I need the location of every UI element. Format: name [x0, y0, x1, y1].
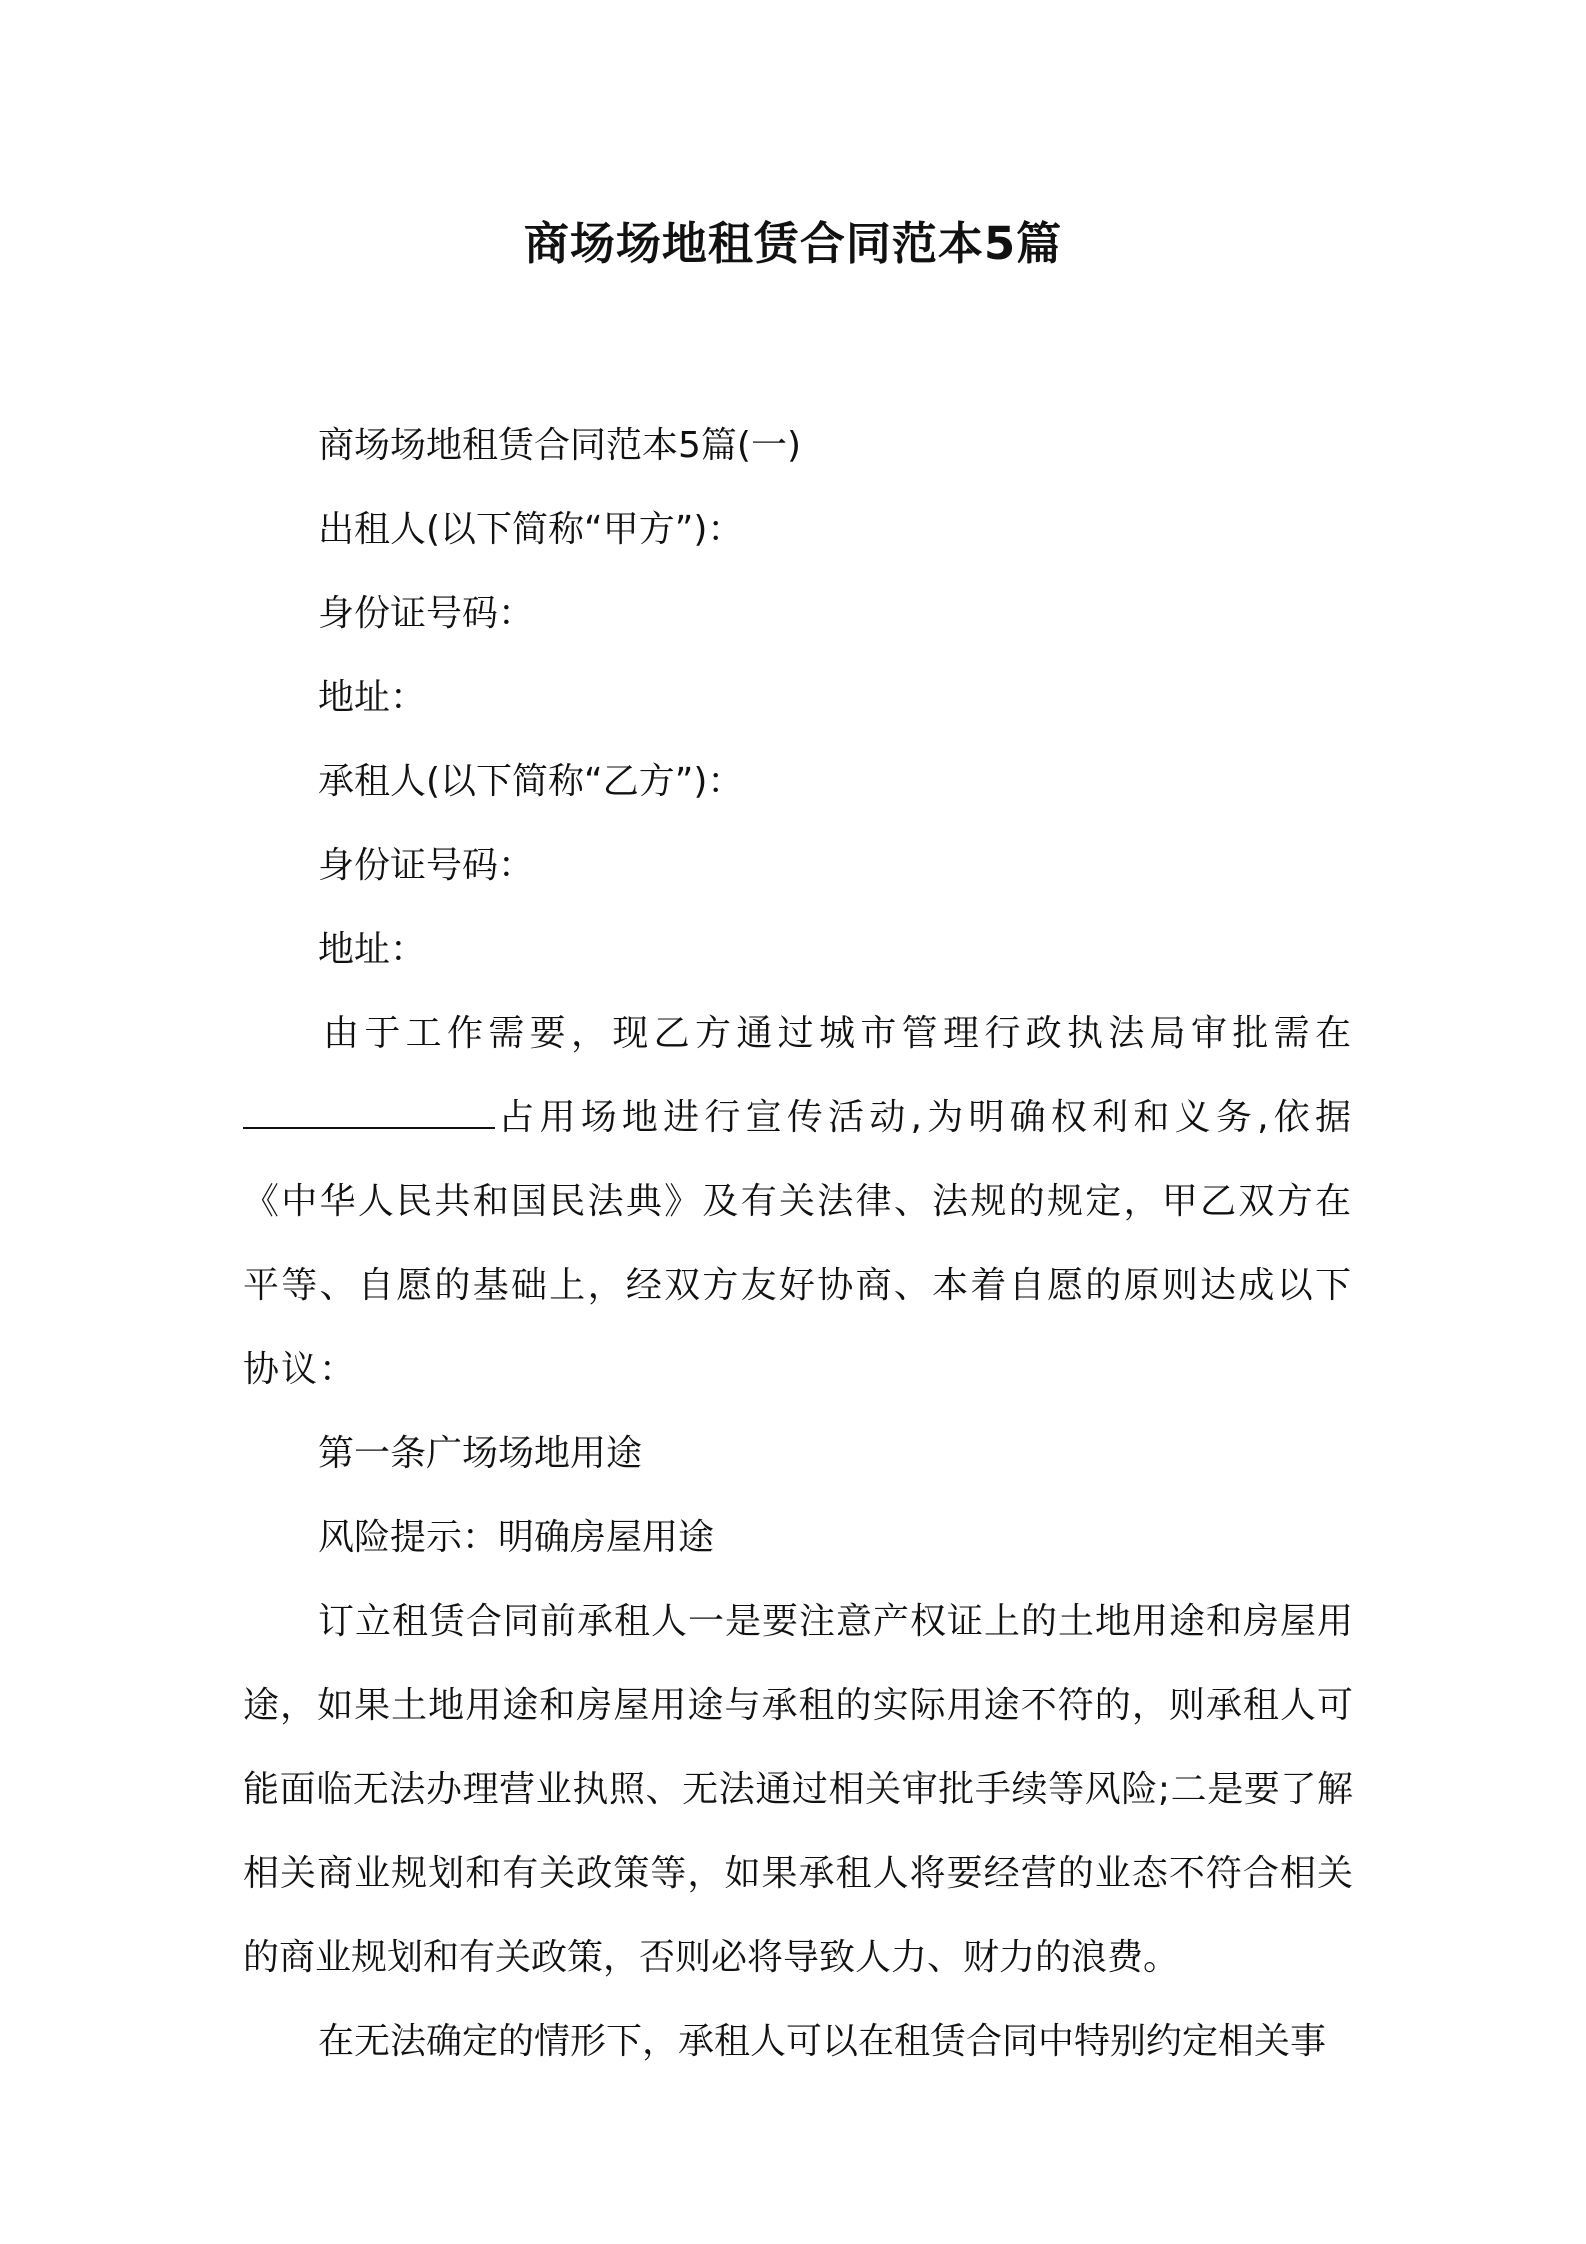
document-title: 商场场地租赁合同范本5篇: [523, 217, 1063, 270]
lessee-id-label: 身份证号码：: [318, 845, 535, 886]
blank-location-field: [243, 1097, 495, 1129]
article1-heading: 第一条广场场地用途: [318, 1433, 643, 1474]
risk-tip: 风险提示：明确房屋用途: [318, 1517, 715, 1558]
last-paragraph: 在无法确定的情形下，承租人可以在租赁合同中特别约定相关事: [318, 2021, 1327, 2062]
lessor-address-label: 地址：: [318, 677, 427, 718]
risk-paragraph: 订立租赁合同前承租人一是要注意产权证上的土地用途和房屋用途，如果土地用途和房屋用途与承租的实际用途不符的，则承租人可能面临无法办理营业执照、无法通过相关审批手续等风险;二是要了解相关商业规划和有关政策等，如果承租人将要经营的业态不符合相关的商业规划和有关政策，否则必将导致人力、财力的浪费。: [243, 1601, 1353, 1978]
intro-paragraph: [243, 992, 1353, 1412]
lessor-label: 出租人(以下简称“甲方”)：: [318, 509, 744, 550]
section-heading: 商场场地租赁合同范本5篇(一): [318, 425, 801, 466]
lessee-label: 承租人(以下简称“乙方”)：: [318, 761, 744, 802]
intro-part1: 由于工作需要，现乙方通过城市管理行政执法局审批需在: [323, 1013, 1353, 1054]
lessor-id-label: 身份证号码：: [318, 593, 535, 634]
lessee-address-label: 地址：: [318, 929, 427, 970]
document-body: [243, 404, 1353, 2084]
intro-part2: 占用场地进行宣传活动,为明确权利和义务,依据《中华人民共和国民法典》及有关法律、法规的规定，甲乙双方在平等、自愿的基础上，经双方友好协商、本着自愿的原则达成以下协议：: [243, 1097, 1353, 1390]
